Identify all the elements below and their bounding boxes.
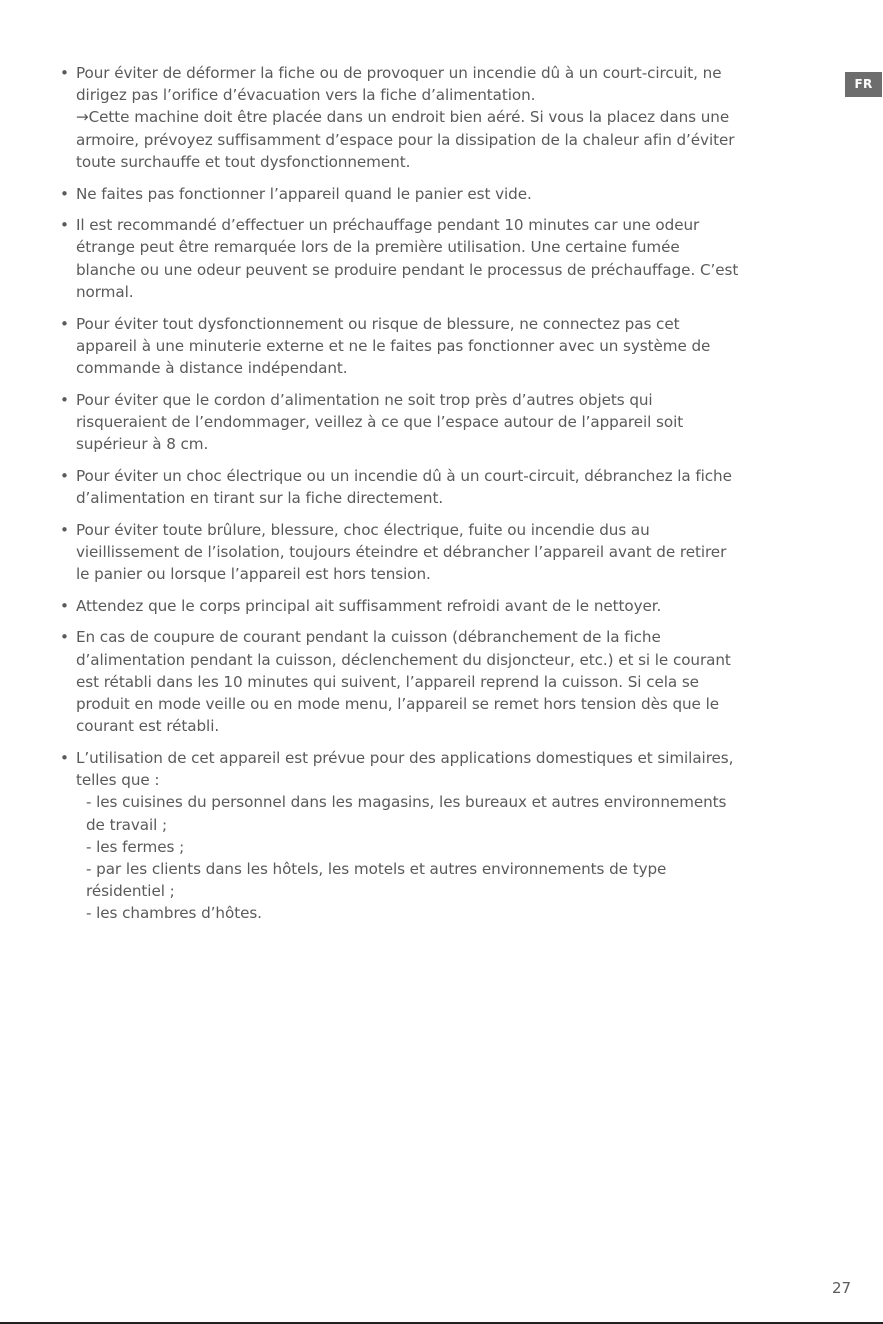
text-line: telles que :: [76, 771, 160, 790]
text-line: toute surchauffe et tout dysfonctionnement.: [76, 152, 411, 171]
text-line: risqueraient de l’endommager, veillez à ce que l’espace autour de l’appareil soit: [76, 412, 684, 431]
text-line: le panier ou lorsque l’appareil est hors tension.: [76, 565, 431, 584]
language-badge: FR: [845, 72, 882, 97]
sub-item: résidentiel ;: [86, 882, 175, 901]
text-line: supérieur à 8 cm.: [76, 435, 209, 454]
list-item: [60, 389, 818, 456]
safety-instructions: [60, 62, 818, 934]
text-line: blanche ou une odeur peuvent se produire pendant le processus de préchauffage. C’est: [76, 260, 739, 279]
text-line: En cas de coupure de courant pendant la cuisson (débranchement de la fiche: [76, 628, 661, 647]
list-item: [60, 519, 818, 586]
text-line: Pour éviter que le cordon d’alimentation ne soit trop près d’autres objets qui: [76, 390, 653, 409]
text-line: appareil à une minuterie externe et ne le faites pas fonctionner avec un système de: [76, 336, 711, 355]
text-line: d’alimentation en tirant sur la fiche directement.: [76, 488, 444, 507]
text-line: d’alimentation pendant la cuisson, déclenchement du disjoncteur, etc.) et si le courant: [76, 650, 731, 669]
text-line: Il est recommandé d’effectuer un préchauffage pendant 10 minutes car une odeur: [76, 216, 700, 235]
text-line: vieillissement de l’isolation, toujours éteindre et débrancher l’appareil avant de retirer: [76, 542, 727, 561]
text-line: est rétabli dans les 10 minutes qui suivent, l’appareil reprend la cuisson. Si cela se: [76, 672, 699, 691]
text-line: Pour éviter un choc électrique ou un incendie dû à un court-circuit, débranchez la fiche: [76, 466, 732, 485]
bullet-dot: •: [60, 520, 69, 539]
bullet-dot: •: [60, 596, 69, 615]
bullet-dot: •: [60, 748, 69, 767]
sub-item: de travail ;: [86, 815, 168, 834]
text-line: →Cette machine doit être placée dans un endroit bien aéré. Si vous la placez dans une: [76, 108, 730, 127]
text-line: Attendez que le corps principal ait suffisamment refroidi avant de le nettoyer.: [76, 596, 662, 615]
bullet-dot: •: [60, 314, 69, 333]
list-item: [60, 62, 818, 173]
bullet-dot: •: [60, 64, 69, 82]
text-line: dirigez pas l’orifice d’évacuation vers la fiche d’alimentation.: [76, 86, 536, 105]
text-line: étrange peut être remarquée lors de la première utilisation. Une certaine fumée: [76, 238, 680, 257]
text-line: Pour éviter tout dysfonctionnement ou risque de blessure, ne connectez pas cet: [76, 314, 680, 333]
text-line: Ne faites pas fonctionner l’appareil quand le panier est vide.: [76, 184, 532, 203]
list-item: [60, 214, 818, 303]
list-item: [60, 747, 818, 925]
bullet-dot: •: [60, 390, 69, 409]
bullet-dot: •: [60, 628, 69, 647]
text-line: Pour éviter de déformer la fiche ou de provoquer un incendie dû à un court-circuit, ne: [76, 64, 722, 82]
text-line: armoire, prévoyez suffisamment d’espace pour la dissipation de la chaleur afin d’éviter: [76, 130, 735, 149]
text-line: produit en mode veille ou en mode menu, l’appareil se remet hors tension dès que le: [76, 695, 719, 714]
sub-item: - les chambres d’hôtes.: [86, 904, 262, 923]
sub-item: - par les clients dans les hôtels, les motels et autres environnements de type: [86, 860, 667, 878]
sub-item: - les cuisines du personnel dans les magasins, les bureaux et autres environnements: [86, 793, 727, 812]
bullet-dot: •: [60, 184, 69, 203]
text-line: Pour éviter toute brûlure, blessure, choc électrique, fuite ou incendie dus au: [76, 520, 650, 539]
text-line: L’utilisation de cet appareil est prévue pour des applications domestiques et similaires,: [76, 748, 734, 767]
sub-item: - les fermes ;: [86, 837, 185, 856]
page-number: 27: [832, 1279, 852, 1297]
list-item: [60, 465, 818, 509]
text-line: normal.: [76, 282, 134, 301]
bullet-dot: •: [60, 216, 69, 235]
list-item: [60, 183, 818, 205]
bullet-dot: •: [60, 466, 69, 485]
text-line: commande à distance indépendant.: [76, 358, 348, 377]
list-item: [60, 626, 818, 737]
text-line: courant est rétabli.: [76, 717, 220, 736]
list-item: [60, 595, 818, 617]
list-item: [60, 313, 818, 380]
